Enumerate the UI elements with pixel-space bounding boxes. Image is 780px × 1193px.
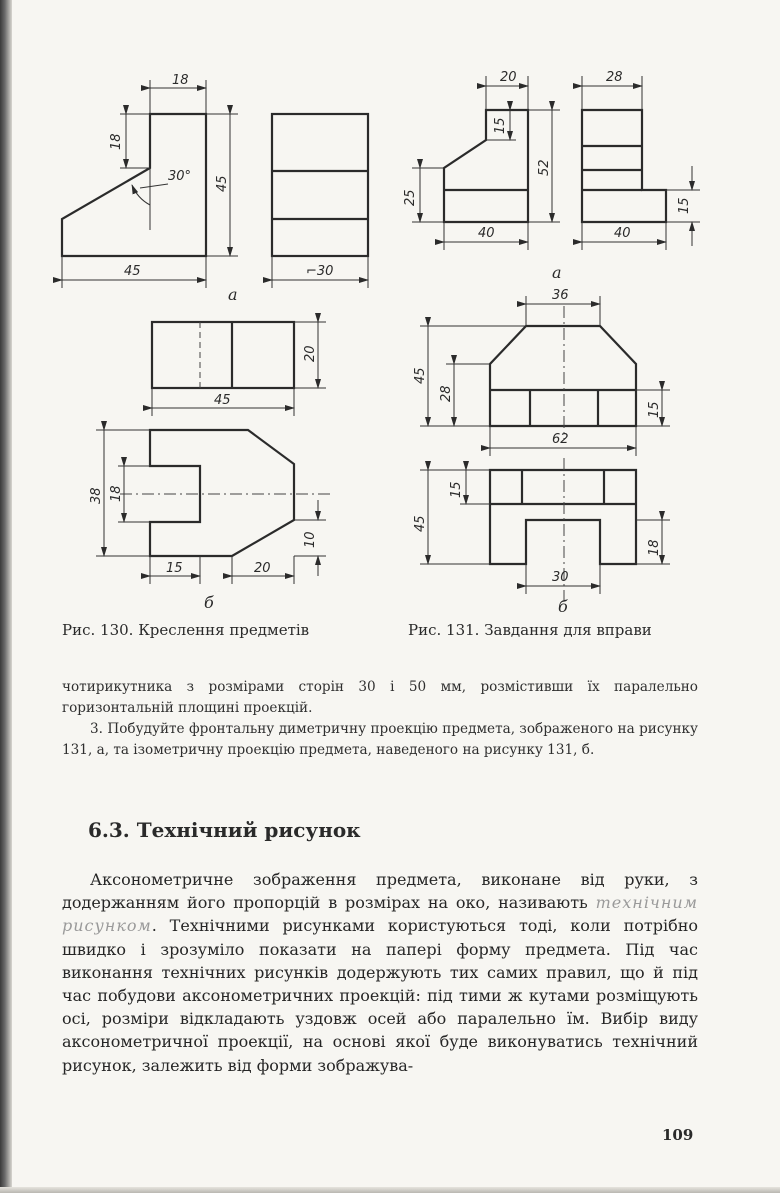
fig131-b-label: б xyxy=(558,597,568,616)
dim-10: 10 xyxy=(303,531,318,548)
dim-20-bottom: 20 xyxy=(254,561,271,576)
dim-30-angle: 30° xyxy=(168,169,192,184)
dim-28-131b: 28 xyxy=(439,385,454,402)
dim-15-131a-upper: 15 xyxy=(493,117,508,134)
dim-45-right: 45 xyxy=(215,175,230,192)
fig130-caption: Рис. 130. Креслення предметів xyxy=(62,621,310,639)
fig131-b-top-view xyxy=(413,458,670,600)
dim-18-slot: 18 xyxy=(109,485,124,502)
dim-45-131b-top: 45 xyxy=(413,515,428,532)
para-start: Аксонометричне зображення предмета, виконане від руки, з додержанням його пропорцій в розмірах на око, називають xyxy=(62,870,698,913)
dim-15-bottom: 15 xyxy=(166,561,183,576)
term-technical-drawing: технічним рисунком xyxy=(62,893,698,936)
dim-15-131b-right: 15 xyxy=(647,401,662,418)
dim-45-131b: 45 xyxy=(413,367,428,384)
task-text xyxy=(62,677,698,761)
fig130-b-label: б xyxy=(204,593,214,612)
dim-25: 25 xyxy=(403,189,418,206)
dim-40-front: 40 xyxy=(478,226,495,241)
fig131-a-front-view xyxy=(403,70,560,250)
section-heading: 6.3. Технічний рисунок xyxy=(88,818,361,842)
dim-45-bottom: 45 xyxy=(124,264,141,279)
dim-15-131b-top: 15 xyxy=(449,481,464,498)
section-paragraph xyxy=(62,868,698,1077)
page-bottom-edge xyxy=(0,1187,780,1193)
dim-28: 28 xyxy=(606,70,623,85)
page-number: 109 xyxy=(662,1126,694,1144)
dim-20-top-view: 20 xyxy=(303,345,318,362)
fig130-a-side-view xyxy=(272,114,368,288)
dim-62: 62 xyxy=(552,432,569,447)
dim-18-top: 18 xyxy=(172,73,189,88)
dim-20-131a: 20 xyxy=(500,70,517,85)
dim-15-131a-side: 15 xyxy=(677,197,692,214)
fig130-b-top-view xyxy=(152,322,326,416)
dim-18-left: 18 xyxy=(109,133,124,150)
task-continuation: чотирикутника з розмірами сторін 30 і 50 мм, розмістивши їх паралельно горизонтальній площині проекцій. xyxy=(62,679,698,716)
fig130-b-front-view xyxy=(89,430,330,584)
fig131-b-front-view xyxy=(413,288,670,456)
fig131-caption: Рис. 131. Завдання для вправи xyxy=(408,621,652,639)
task-3: 3. Побудуйте фронтальну диметричну проекцію предмета, зображеного на рисунку 131, а, та ізометричну проекцію предмета, наведеного на рисунку 131, б. xyxy=(62,721,698,758)
dim-45-top-view: 45 xyxy=(214,393,231,408)
dim-36: 36 xyxy=(552,288,569,303)
dim-52: 52 xyxy=(537,159,552,176)
para-rest: . Технічними рисунками користуються тоді, коли потрібно швидко і зрозуміло показати на папері форму предмета. Під час виконання технічних рисунків додержують тих самих правил, що й під час побудови аксонометричних проекцій: під тими ж кутами розміщують осі, розміри відкладають уздовж осей або паралельно їм. Вибір виду аксонометричної проекції, на основі якої буде виконуватись технічний рисунок, залежить від форми зображува- xyxy=(62,916,698,1075)
section-body xyxy=(62,868,698,1077)
dim-30-131b: 30 xyxy=(552,570,569,585)
dim-18-131b: 18 xyxy=(647,539,662,556)
dim-30-side: ⌐30 xyxy=(306,264,334,279)
fig130-a-label: а xyxy=(228,285,238,304)
fig131-a-label: а xyxy=(552,263,562,282)
fig131-a-side-view xyxy=(582,70,700,250)
fig130-a-front-view xyxy=(62,73,238,288)
dim-40-side: 40 xyxy=(614,226,631,241)
dim-38: 38 xyxy=(89,487,104,504)
